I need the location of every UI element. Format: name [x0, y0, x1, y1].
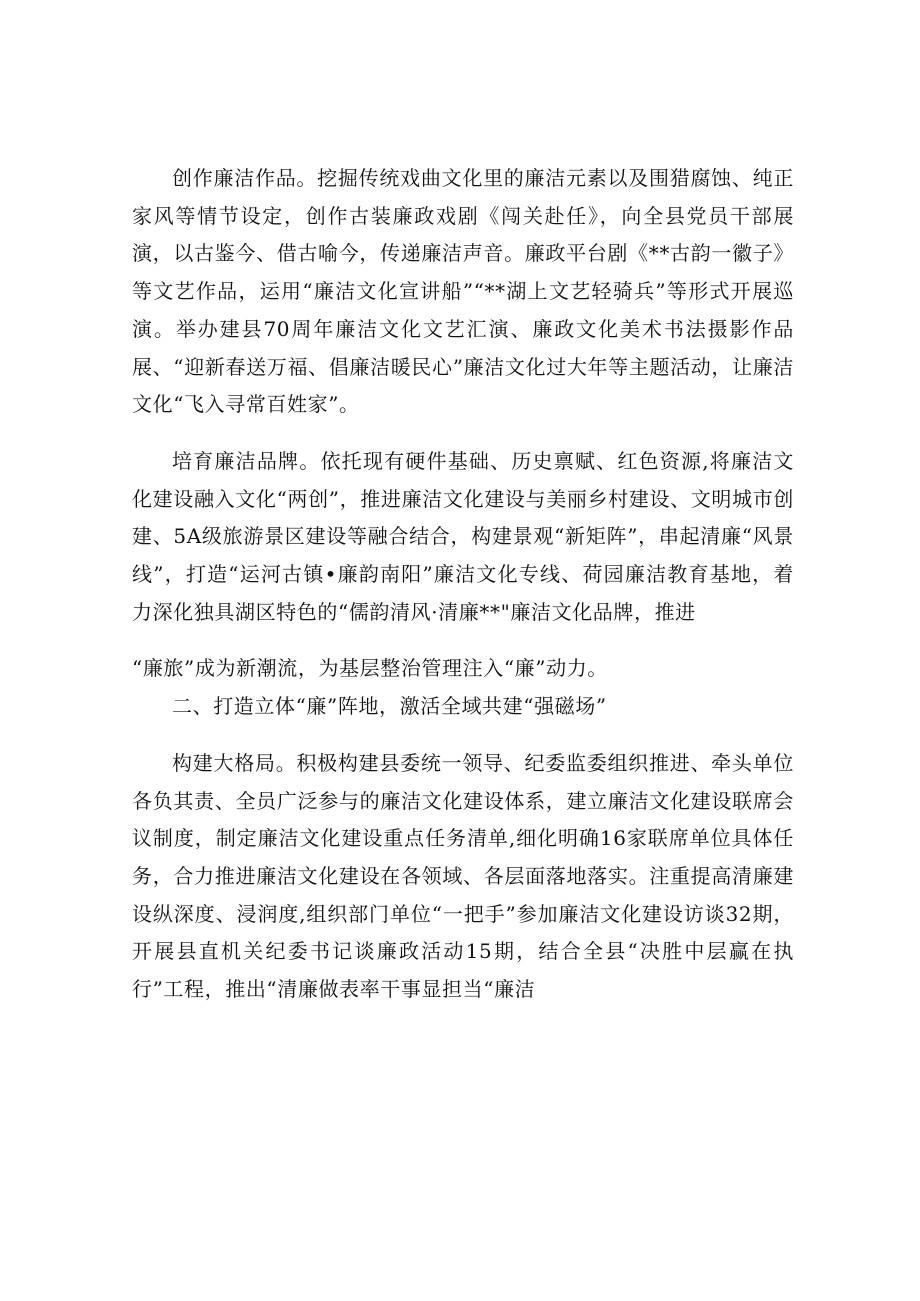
section-heading-2: 二、打造立体“廉”阵地，激活全域共建“强磁场”	[172, 694, 607, 719]
paragraph-build-framework: 构建大格局。积极构建县委统一领导、纪委监委组织推进、牵头单位各负其责、全员广泛参与的廉洁文化建设体系，建立廉洁文化建设联席会议制度，制定廉洁文化建设重点任务清单,细化明确16家联席单位具体任务，合力推进廉洁文化建设在各领域、各层面落地落实。注重提高清廉建设纵深度、浸润度,组织部门单位“一把手”参加廉洁文化建设访谈32期，开展县直机关纪委书记谈廉政活动15期，结合全县“决胜中层赢在执行”工程，推出“清廉做表率干事显担当“廉洁	[132, 750, 794, 1002]
paragraph-cultivate-brand-continued: “廉旅”成为新潮流，为基层整治管理注入“廉”动力。	[132, 656, 608, 681]
paragraph-cultivate-brand: 培育廉洁品牌。依托现有硬件基础、历史禀赋、红色资源,将廉洁文化建设融入文化“两创”，推进廉洁文化建设与美丽乡村建设、文明城市创建、5A级旅游景区建设等融合结合，构建景观“新矩阵”，串起清廉“风景线”，打造“运河古镇•廉韵南阳”廉洁文化专线、荷园廉洁教育基地，着力深化独具湖区特色的“儒韵清风·清廉**"廉洁文化品牌，推进	[132, 448, 794, 624]
paragraph-create-works: 创作廉洁作品。挖掘传统戏曲文化里的廉洁元素以及围猎腐蚀、纯正家风等情节设定，创作古装廉政戏剧《闯关赴任》，向全县党员干部展演，以古鉴今、借古喻今，传递廉洁声音。廉政平台剧《**古韵一徽子》等文艺作品，运用“廉洁文化宣讲船”“**湖上文艺轻骑兵”等形式开展巡演。举办建县70周年廉洁文化文艺汇演、廉政文化美术书法摄影作品展、“迎新春送万福、倡廉洁暖民心”廉洁文化过大年等主题活动，让廉洁文化“飞入寻常百姓家”。	[132, 166, 794, 417]
document-page	[132, 160, 794, 1009]
